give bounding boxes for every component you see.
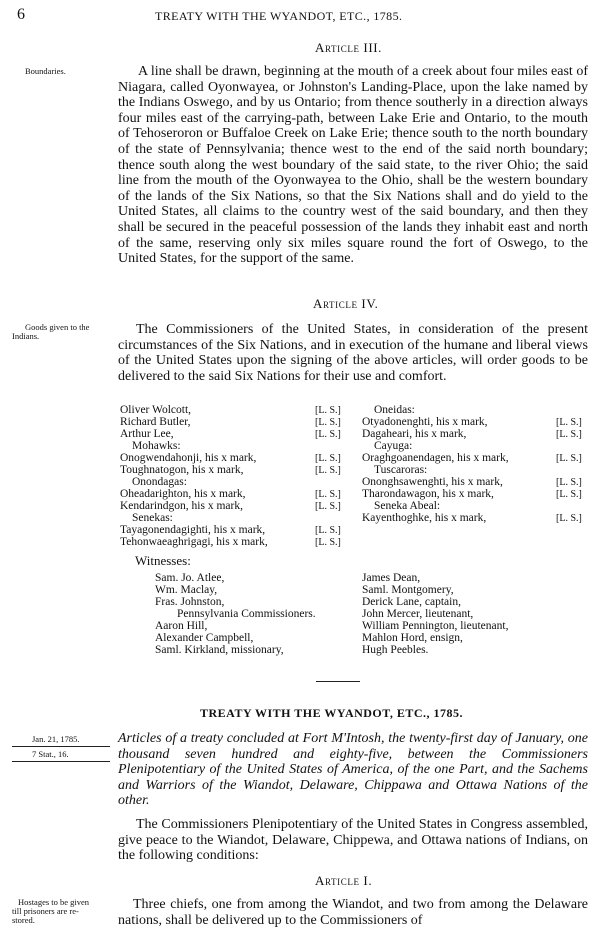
seal-mark: [L. S.] (556, 489, 582, 500)
signatory-name: Kayenthoghke, his x mark, (362, 512, 487, 524)
witness-name: Mahlon Hord, ensign, (362, 632, 463, 644)
article-i-text: Three chiefs, one from among the Wiandot, and two from among the Delaware nations, shall be delivered up to the Commissioners of (118, 897, 588, 928)
witness-name: James Dean, (362, 572, 421, 584)
seal-mark: [L. S.] (556, 477, 582, 488)
seal-mark: [L. S.] (315, 453, 341, 464)
article-i-heading: Article I. (315, 873, 373, 888)
seal-mark: [L. S.] (556, 453, 582, 464)
witness-name: Aaron Hill, (155, 620, 208, 632)
witness-name: Alexander Campbell, (155, 632, 254, 644)
seal-mark: [L. S.] (315, 465, 341, 476)
sidenote-date: Jan. 21, 1785. (32, 734, 80, 744)
signature-row (362, 416, 592, 428)
treaty-intro: Articles of a treaty concluded at Fort M'Intosh, the twenty-first day of January, one thousand seven hundred and eighty-five, between the Commissioners Plenipotentiary of the United States of America, of the one Part, and the Sachems and Warriors of the Wiandot, Delaware, Chippawa and Ottawa Nations of the other. (118, 731, 588, 809)
witness-name: Pennsylvania Commissioners. (177, 608, 316, 620)
signature-row (120, 416, 350, 428)
seal-mark: [L. S.] (315, 429, 341, 440)
signatory-name: Tayagonendagighti, his x mark, (120, 524, 266, 536)
signatory-name: Tharondawagon, his x mark, (362, 488, 494, 500)
treaty-title: TREATY WITH THE WYANDOT, ETC., 1785. (200, 706, 464, 720)
signatory-name: Oheadarighton, his x mark, (120, 488, 246, 500)
witnesses-right (362, 572, 592, 662)
sidenote-rule-2 (12, 761, 110, 762)
witness-name: Saml. Montgomery, (362, 584, 454, 596)
signatory-name: Cayuga: (374, 440, 413, 452)
signatory-name: Tuscaroras: (374, 464, 428, 476)
signatory-name: Onondagas: (132, 476, 187, 488)
article-iii-heading: Article III. (315, 40, 383, 55)
signature-row (120, 440, 350, 452)
witness-name: Wm. Maclay, (155, 584, 218, 596)
article-iv-heading: Article IV. (313, 296, 379, 311)
sidenote-rule-1 (12, 746, 110, 747)
seal-mark: [L. S.] (556, 429, 582, 440)
signature-row (120, 536, 350, 548)
seal-mark: [L. S.] (315, 417, 341, 428)
sidenote-hostages-line3: stored. (12, 915, 35, 925)
signature-row (362, 512, 592, 524)
witness-name: Derick Lane, captain, (362, 596, 461, 608)
signatory-name: Richard Butler, (120, 416, 191, 428)
signature-row (362, 488, 592, 500)
signatory-name: Toughnatogon, his x mark, (120, 464, 244, 476)
signatory-name: Senekas: (132, 512, 173, 524)
treaty-preamble: The Commissioners Plenipotentiary of the United States in Congress assembled, give peace to the Wiandot, Delaware, Chippewa, and Ottawa nations of Indians, on the following conditions: (118, 817, 588, 864)
signatory-name: Oneidas: (374, 404, 415, 416)
seal-mark: [L. S.] (315, 489, 341, 500)
signatory-name: Mohawks: (132, 440, 181, 452)
signature-row (362, 500, 592, 512)
signature-row (120, 428, 350, 440)
signature-row (362, 440, 592, 452)
signatory-name: Tehonwaeaghrigagi, his x mark, (120, 536, 268, 548)
signature-row (362, 428, 592, 440)
seal-mark: [L. S.] (556, 513, 582, 524)
sidenote-statute: 7 Stat., 16. (32, 749, 69, 759)
signature-row (362, 476, 592, 488)
signature-row (120, 464, 350, 476)
signature-row (120, 488, 350, 500)
witness-name: William Pennington, lieutenant, (362, 620, 509, 632)
signatory-name: Oliver Wolcott, (120, 404, 192, 416)
seal-mark: [L. S.] (556, 417, 582, 428)
sidenote-goods-line2: Indians. (12, 331, 40, 341)
witness-name: Hugh Peebles. (362, 644, 429, 656)
signatory-name: Dagaheari, his x mark, (362, 428, 467, 440)
article-iv-text: The Commissioners of the United States, in consideration of the present circumstances of the Six Nations, and in execution of the humane and liberal views of the United States upon the signing of the above articles, will order goods to be delivered to the said Six Nations for their use and comfort. (118, 322, 588, 384)
witnesses-left (155, 572, 360, 662)
signatory-name: Seneka Abeal: (374, 500, 441, 512)
signatory-name: Onogwendahonji, his x mark, (120, 452, 257, 464)
page-number: 6 (17, 6, 25, 23)
signature-row (120, 524, 350, 536)
signatory-name: Arthur Lee, (120, 428, 174, 440)
seal-mark: [L. S.] (315, 537, 341, 548)
sidenote-goods-line1: Goods given to the (25, 322, 90, 332)
signature-row (362, 404, 592, 416)
signature-row (362, 464, 592, 476)
signatures-left (120, 404, 350, 554)
signatory-name: Otyadonenghti, his x mark, (362, 416, 488, 428)
signatory-name: Kendarindgon, his x mark, (120, 500, 243, 512)
seal-mark: [L. S.] (315, 525, 341, 536)
article-iii-text: A line shall be drawn, beginning at the mouth of a creek about four miles east of Niagara, called Oyonwayea, or Johnston's Landing-Place, upon the lake named by the Indians Oswego, and by us Ontario; from thence southerly in a direction always four miles east of the carrying-path, between Lake Erie and Ontario, to the mouth of Tehoseroron or Buffaloe Creek on Lake Erie; thence south to the north boundary of the state of Pennsylvania; thence west to the end of the said north boundary; thence south along the west boundary of the said state, to the river Ohio; the said line from the mouth of the Oyonwayea to the Ohio, shall be the western boundary of the lands of the Six Nations, so that the Six Nations shall and do yield to the United States, all claims to the country west of the said boundary, and then they shall be secured in the peaceful possession of the lands they inhabit east and north of the same, reserving only six miles square round the fort of Oswego, to the United States, for the support of the same. (118, 64, 588, 267)
witnesses-heading: Witnesses: (135, 553, 191, 568)
signature-row (120, 452, 350, 464)
witness-name: Sam. Jo. Atlee, (155, 572, 225, 584)
seal-mark: [L. S.] (315, 501, 341, 512)
witness-name: Fras. Johnston, (155, 596, 225, 608)
signature-row (120, 500, 350, 512)
signatory-name: Oraghgoanendagen, his x mark, (362, 452, 509, 464)
running-header: TREATY WITH THE WYANDOT, ETC., 1785. (155, 9, 403, 23)
witness-name: John Mercer, lieutenant, (362, 608, 474, 620)
signatory-name: Ononghsawenghti, his x mark, (362, 476, 503, 488)
signature-row (120, 404, 350, 416)
sidenote-boundaries: Boundaries. (25, 66, 66, 76)
seal-mark: [L. S.] (315, 405, 341, 416)
sidenote-hostages-line1: Hostages to be given (18, 897, 90, 907)
section-divider (316, 681, 360, 682)
signature-row (362, 452, 592, 464)
witness-name: Saml. Kirkland, missionary, (155, 644, 284, 656)
signature-row (120, 512, 350, 524)
signatures-right (362, 404, 592, 529)
signature-row (120, 476, 350, 488)
sidenote-hostages-line2: till prisoners are re- (12, 906, 79, 916)
